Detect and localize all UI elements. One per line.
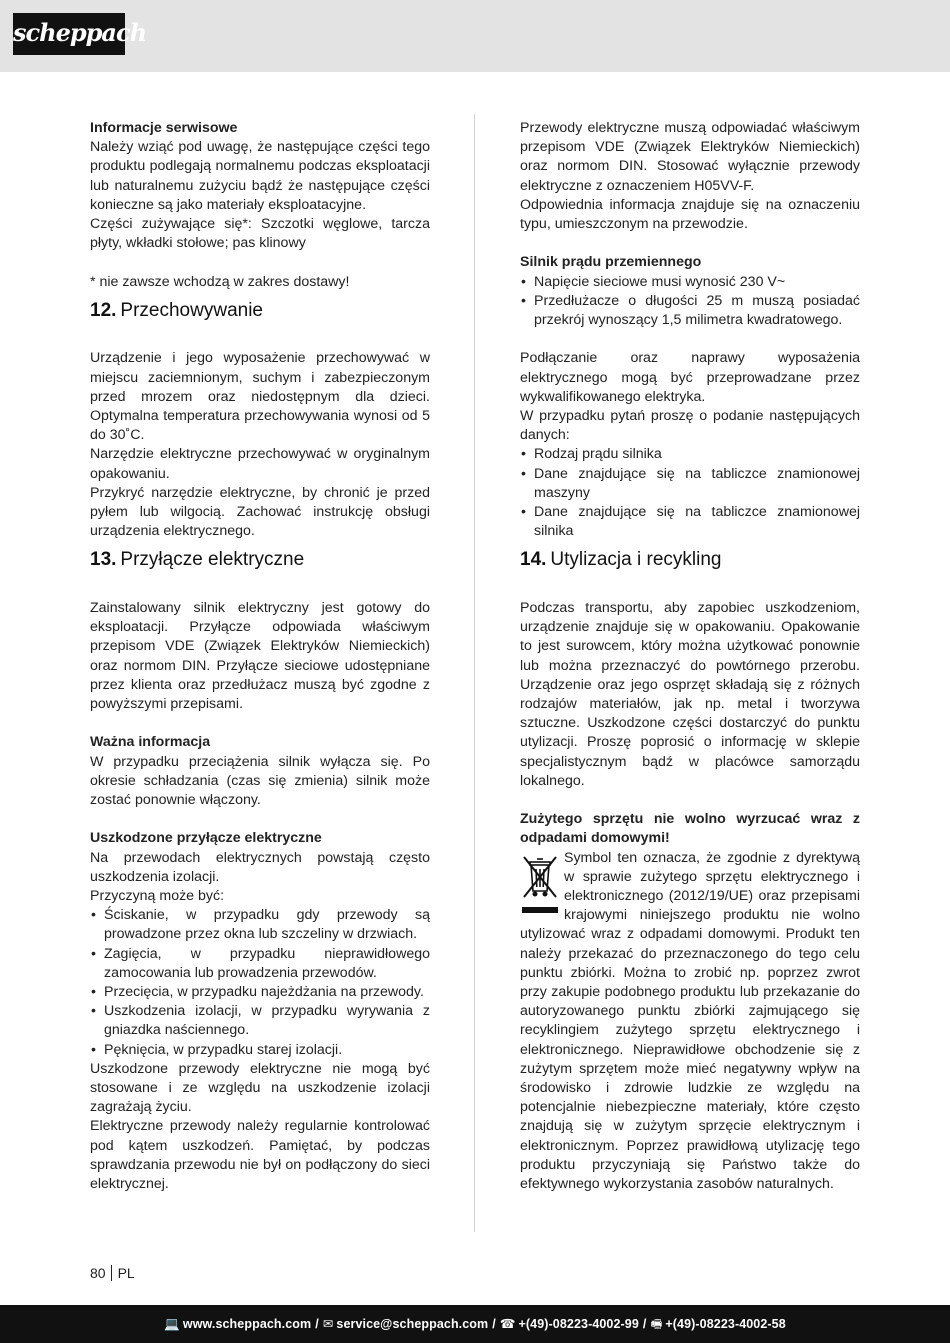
list-item: • Napięcie sieciowe musi wynosić 230 V~ [520,273,860,292]
footer-separator: / [642,1317,647,1331]
footer-email: service@scheppach.com [336,1317,489,1331]
list-item: • Ściskanie, w przypadku gdy przewody są prowadzone przez okna lub szczeliny w drzwiach. [90,906,430,944]
electrical-connection-text: Zainstalowany silnik elektryczny jest gotowy do eksploatacji. Przyłącze odpowiada właściwym przepisom VDE (Związek Elektryków Niemieckich) oraz normom DIN. Przyłącze sieciowe udostępniane przez klienta oraz przedłużacz muszą być zgodne z powyższymi przepisami. [90,600,430,713]
fax-icon: 🖷 [650,1317,663,1331]
page-number-value: 80 [90,1265,106,1281]
footer-bar [0,1305,950,1343]
left-column [90,119,430,1194]
important-info-text: W przypadku przeciążenia silnik wyłącza się. Po okresie schładzania (czas się zmienia) silnik może zostać ponownie włączony. [90,753,430,809]
page-number [90,1265,135,1281]
footer-fax: +(49)-08223-4002-58 [665,1317,786,1331]
list-item: • Dane znajdujące się na tabliczce znamionowej silnika [520,503,860,541]
connection-repair-text: Podłączanie oraz naprawy wyposażenia elektrycznego mogą być przeprowadzane przez wykwalifikowanego elektryka. [520,350,860,405]
section-14-heading [520,541,860,579]
weee-text: Symbol ten oznacza, że zgodnie z dyrektywą w sprawie zużytego sprzętu elektrycznego i elektronicznego (2012/19/UE) oraz przepisami krajowymi niniejszego produktu nie wolno utylizować wraz z odpadami domowymi. Produkt ten należy przekazać do przeznaczonego do tego celu punktu zbiórki. Można to zrobić np. poprzez zwrot przy zakupie podobnego produktu lub przekazanie do autoryzowanego punktu zbiórki zajmującego się recyklingiem zużytego sprzętu elektrycznego i elektronicznego. Nieprawidłowe obchodzenie się z zużytym sprzętem może mieć negatywny wpływ na środowisko i zdrowie ludzkie ze względu na potencjalnie niebezpieczne materiały, które często znajdują się w zużytym sprzęcie elektrycznym i elektronicznym. Poprzez prawidłową utylizację tego produktu przyczyniają się Państwo także do efektywnego wykorzystania zasobów naturalnych. [520,849,860,1193]
list-item: • Rodzaj prądu silnika [520,445,860,464]
section-13-number: 13. [90,549,117,571]
ac-motor-heading: Silnik prądu przemiennego [520,254,702,271]
damaged-connection-text-2: Przyczyną może być: [90,888,225,905]
footer-separator: / [492,1317,496,1331]
header-bar [0,0,950,72]
storage-text-1: Urządzenie i jego wyposażenie przechowywać w miejscu zaciemnionym, suchym i zabezpieczonym przed mrozem oraz niedostępnym dla dzieci. Optymalna temperatura przechowywania wynosi od 5 do 30˚C. [90,350,430,444]
questions-text: W przypadku pytań proszę o podanie następujących danych: [520,408,860,444]
damaged-connection-heading: Uszkodzone przyłącze elektryczne [90,830,322,847]
storage-text-3: Przykryć narzędzie elektryczne, by chronić je przed pyłem lub wilgocią. Zachować instrukcję obsługi urządzenia elektrycznego. [90,484,430,540]
delivery-note: * nie zawsze wchodzą w zakres dostawy! [90,273,350,290]
footer-website: www.scheppach.com [182,1317,312,1331]
list-item: • Przecięcia, w przypadku najeżdżania na przewody. [90,983,430,1002]
scheppach-logo: scheppach [13,13,125,55]
footer-phone: +(49)-08223-4002-99 [518,1317,639,1331]
important-info-heading: Ważna informacja [90,734,211,751]
disposal-text: Podczas transportu, aby zapobiec uszkodzeniom, urządzenie znajduje się w opakowaniu. Opakowanie to jest surowcem, który można użytkować ponownie lub można przeznaczyć do powtórnego przerobu. Urządzenie oraz jego osprzęt składają się z różnych rodzajów materiałów, jak np. metal i tworzywa sztuczne. Uszkodzone części dostarczyć do punktu utylizacji. Proszę poprosić o informację w sklepie specjalistycznym bądź w placówce samorządu lokalnego. [520,600,860,789]
storage-text-2: Narzędzie elektryczne przechowywać w oryginalnym opakowaniu. [90,446,430,482]
computer-icon: 💻 [164,1317,180,1331]
phone-icon: ☎ [499,1317,516,1331]
cables-text-2: Odpowiednia informacja znajduje się na oznaczeniu typu, umieszczonym na przewodzie. [520,196,860,233]
section-13-title: Przyłącze elektryczne [120,549,305,571]
right-column [520,119,860,1194]
weee-heading: Zużytego sprzętu nie wolno wyrzucać wraz z odpadami domowymi! [520,811,860,847]
damaged-connection-text-4: Elektryczne przewody należy regularnie kontrolować pod kątem uszkodzeń. Pamiętać, by podczas sprawdzania przewodu nie był on podłączony do sieci elektrycznej. [90,1118,430,1193]
damaged-connection-text-3: Uszkodzone przewody elektryczne nie mogą być stosowane i ze względu na uszkodzenie izolacji zagrażają życiu. [90,1060,430,1116]
list-item: • Pęknięcia, w przypadku starej izolacji. [90,1041,430,1060]
section-12-title: Przechowywanie [120,299,263,321]
service-info-heading: Informacje serwisowe [90,120,238,136]
section-14-number: 14. [520,549,547,571]
ac-motor-list [520,273,860,331]
list-item: • Uszkodzenia izolacji, w przypadku wyrywania z gniazdka naściennego. [90,1002,430,1040]
wear-parts-text: Części zużywające się*: Szczotki węglowe, tarcza płyty, wkładki stołowe; pas klinowy [90,216,430,252]
section-12-number: 12. [90,299,117,321]
service-info-text: Należy wziąć pod uwagę, że następujące części tego produktu podlegają normalnemu podczas eksploatacji lub naturalnemu zużyciu bądź że następujące części konieczne są jako materiały eksploatacyjne. [90,139,430,213]
list-item: • Przedłużacze o długości 25 m muszą posiadać przekrój wynoszący 1,5 milimetra kwadratowego. [520,292,860,330]
mail-icon: ✉ [322,1317,334,1331]
list-item: • Zagięcia, w przypadku nieprawidłowego zamocowania lub prowadzenia przewodów. [90,945,430,983]
section-12-heading [90,292,430,330]
list-item: • Dane znajdujące się na tabliczce znamionowej maszyny [520,465,860,503]
section-14-title: Utylizacja i recykling [550,549,722,571]
crossed-bin-icon [520,851,560,917]
page-language: PL [117,1265,135,1281]
damaged-connection-text-1: Na przewodach elektrycznych powstają często uszkodzenia izolacji. [90,849,430,885]
weee-block [520,849,860,1195]
column-divider [474,114,475,1232]
required-data-list [520,445,860,541]
cables-text-1: Przewody elektryczne muszą odpowiadać właściwym przepisom VDE (Związek Elektryków Niemieckich) oraz normom DIN. Stosować wyłącznie przewody elektryczne z oznaczeniem H05VV-F. [520,120,860,194]
section-13-heading [90,541,430,579]
damage-causes-list [90,906,430,1060]
footer-separator: / [315,1317,319,1331]
